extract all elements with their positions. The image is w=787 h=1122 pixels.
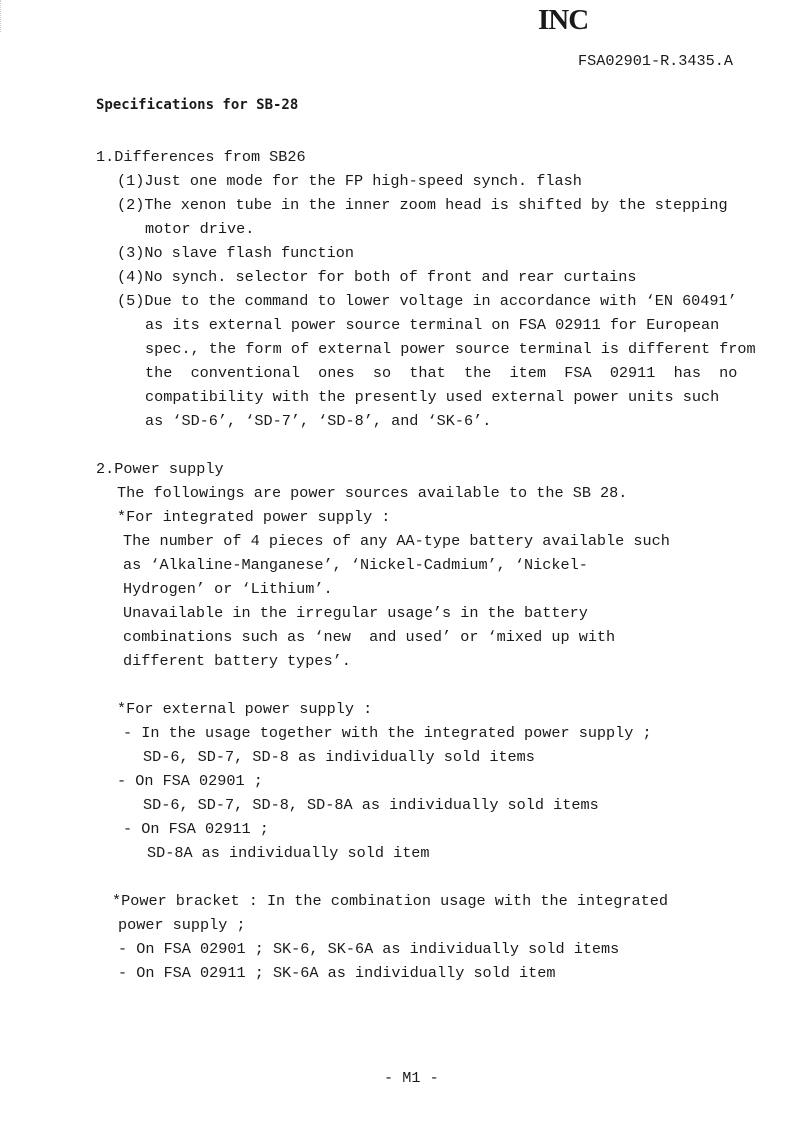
external-line: - In the usage together with the integrated power supply ; [123, 724, 652, 742]
power-bracket-line: - On FSA 02911 ; SK-6A as individually sold item [118, 964, 556, 982]
s1-item-3: (3)No slave flash function [117, 244, 354, 262]
external-line: SD-8A as individually sold item [147, 844, 430, 862]
section-1-heading: 1.Differences from SB26 [96, 148, 306, 166]
integrated-line: Hydrogen’ or ‘Lithium’. [123, 580, 333, 598]
s1-item-4: (4)No synch. selector for both of front and rear curtains [117, 268, 637, 286]
s1-item-5-cont: compatibility with the presently used external power units such [145, 388, 720, 406]
s1-item-5: (5)Due to the command to lower voltage in accordance with ‘EN 60491’ [117, 292, 737, 310]
external-line: - On FSA 02911 ; [123, 820, 269, 838]
page-number: - M1 - [384, 1069, 439, 1087]
power-bracket-heading: *Power bracket : In the combination usage with the integrated [112, 892, 668, 910]
s1-item-5-cont: as ‘SD-6’, ‘SD-7’, ‘SD-8’, and ‘SK-6’. [145, 412, 492, 430]
integrated-line: as ‘Alkaline-Manganese’, ‘Nickel-Cadmium’, ‘Nickel- [123, 556, 588, 574]
integrated-supply-heading: *For integrated power supply : [117, 508, 391, 526]
s1-item-5-cont: the conventional ones so that the item FSA 02911 has no [145, 364, 738, 382]
external-line: SD-6, SD-7, SD-8, SD-8A as individually sold items [143, 796, 599, 814]
integrated-line: Unavailable in the irregular usage’s in the battery [123, 604, 588, 622]
integrated-line: different battery types’. [123, 652, 351, 670]
s1-item-1: (1)Just one mode for the FP high-speed synch. flash [117, 172, 582, 190]
external-line: - On FSA 02901 ; [117, 772, 263, 790]
power-bracket-line: - On FSA 02901 ; SK-6, SK-6A as individually sold items [118, 940, 620, 958]
section-2-heading: 2.Power supply [96, 460, 224, 478]
external-line: SD-6, SD-7, SD-8 as individually sold items [143, 748, 535, 766]
binding-mark [0, 0, 3, 32]
integrated-line: combinations such as ‘new and used’ or ‘mixed up with [123, 628, 616, 646]
external-supply-heading: *For external power supply : [117, 700, 373, 718]
power-bracket-line: power supply ; [118, 916, 246, 934]
s1-item-2: (2)The xenon tube in the inner zoom head is shifted by the stepping [117, 196, 728, 214]
integrated-line: The number of 4 pieces of any AA-type battery available such [123, 532, 670, 550]
s1-item-2-cont: motor drive. [145, 220, 255, 238]
s1-item-5-cont: as its external power source terminal on FSA 02911 for European [145, 316, 720, 334]
page-title: Specifications for SB-28 [96, 97, 299, 113]
brand-logo: INC [538, 4, 589, 36]
s2-intro: The followings are power sources available to the SB 28. [117, 484, 628, 502]
s1-item-5-cont: spec., the form of external power source terminal is different from [145, 340, 756, 358]
document-number: FSA02901-R.3435.A [578, 52, 733, 70]
